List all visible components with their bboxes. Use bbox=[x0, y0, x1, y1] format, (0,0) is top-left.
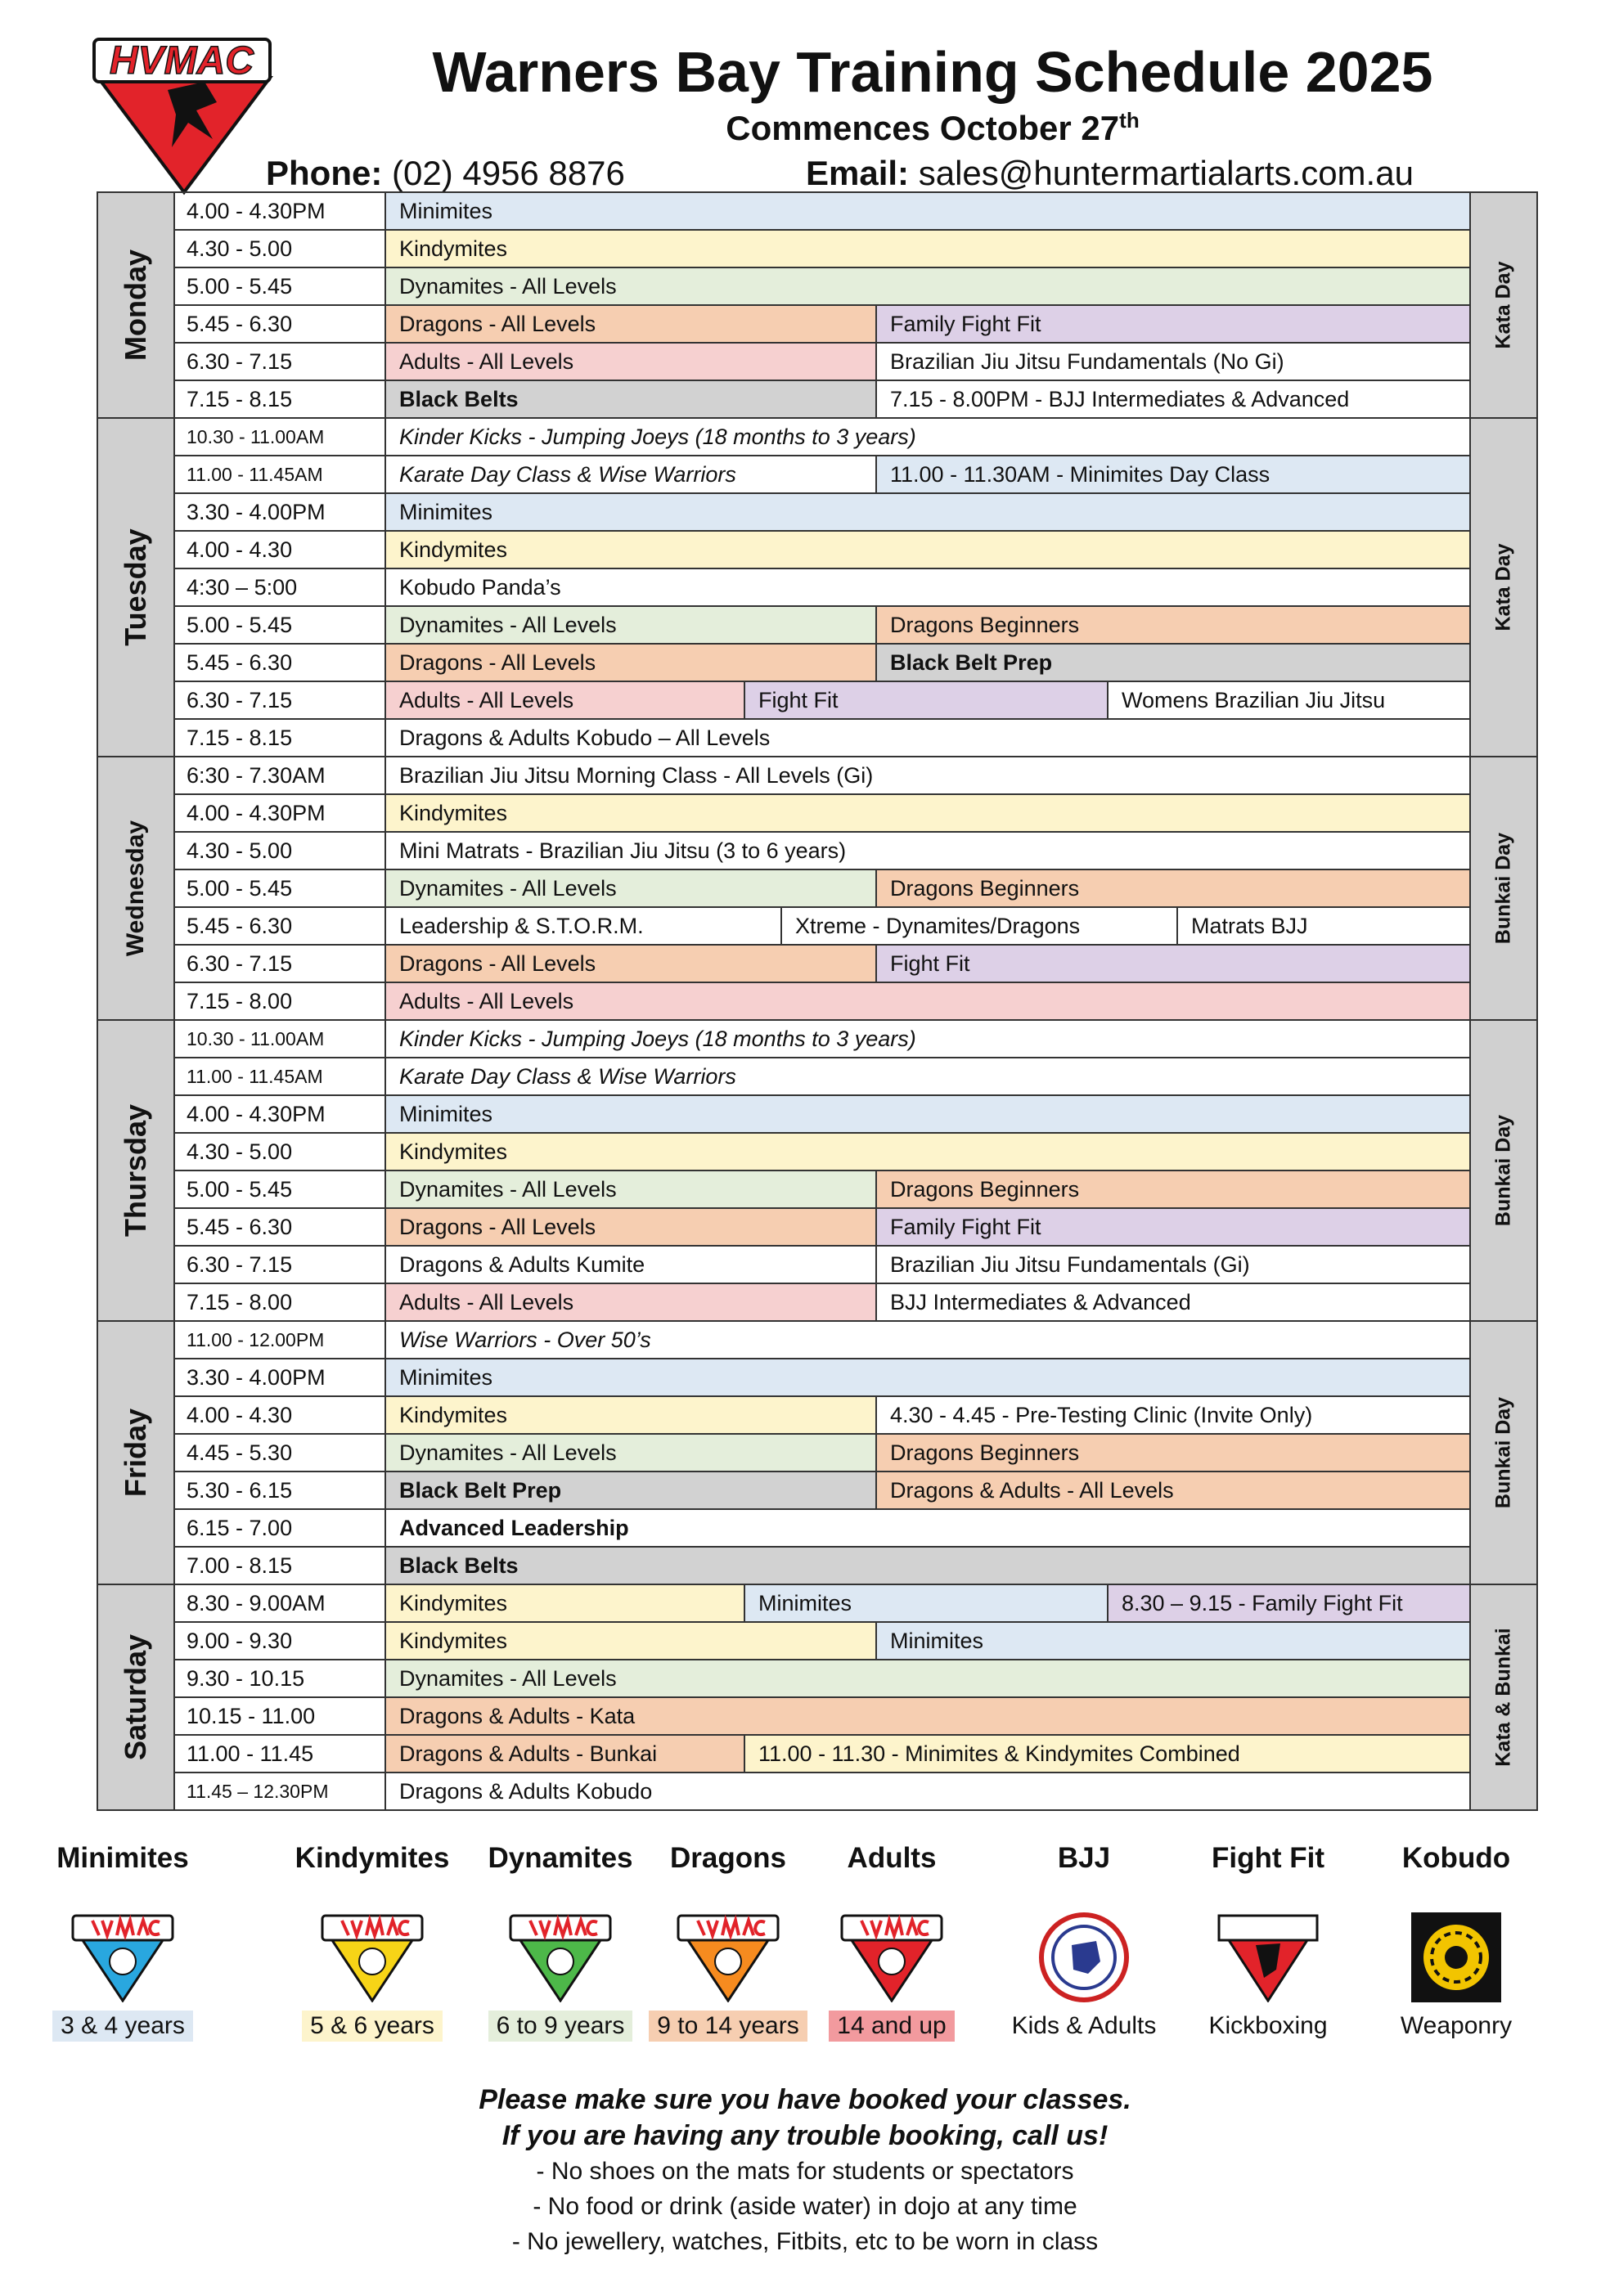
class-cell: Kindymites bbox=[386, 1623, 877, 1659]
day-block-wednesday bbox=[97, 756, 1538, 1021]
table-row bbox=[175, 1359, 1469, 1397]
legend-age: 9 to 14 years bbox=[649, 2011, 807, 2042]
table-row bbox=[175, 1698, 1469, 1736]
legend-age: Kickboxing bbox=[1200, 2011, 1335, 2042]
class-cell: Leadership & S.T.O.R.M. bbox=[386, 908, 782, 944]
rule-food: - No food or drink (aside water) in dojo at any time bbox=[533, 2193, 1077, 2220]
table-row bbox=[175, 1021, 1469, 1058]
rule-jewellery: - No jewellery, watches, Fitbits, etc to be worn in class bbox=[511, 2228, 1099, 2255]
class-cell: Wise Warriors - Over 50’s bbox=[386, 1322, 1469, 1358]
class-cell: Minimites bbox=[386, 1096, 1469, 1132]
legend-age: 6 to 9 years bbox=[488, 2011, 633, 2042]
legend-item-fight-fit bbox=[1178, 1842, 1358, 2042]
class-time: 5.00 - 5.45 bbox=[175, 870, 386, 906]
class-cell: Kinder Kicks - Jumping Joeys (18 months to 3 years) bbox=[386, 419, 1469, 455]
class-time: 4.00 - 4.30PM bbox=[175, 193, 386, 229]
commence-date: Commences October 27th bbox=[726, 108, 1140, 147]
class-cell: Dynamites - All Levels bbox=[386, 607, 877, 643]
class-cell: 11.00 - 11.30 - Minimites & Kindymites Combined bbox=[745, 1736, 1469, 1772]
class-time: 11.00 - 11.45AM bbox=[175, 1058, 386, 1094]
table-row bbox=[175, 1623, 1469, 1660]
table-row bbox=[175, 908, 1469, 946]
table-row bbox=[175, 1510, 1469, 1548]
class-cell: Dragons & Adults Kobudo – All Levels bbox=[386, 720, 1469, 756]
class-time: 7.15 - 8.00 bbox=[175, 1284, 386, 1320]
legend-item-adults bbox=[802, 1842, 982, 2042]
fightfit-logo-icon bbox=[1207, 1912, 1329, 2002]
day-focus-label bbox=[1469, 419, 1536, 756]
day-focus: Bunkai Day bbox=[1491, 1396, 1515, 1509]
class-time: 8.30 - 9.00AM bbox=[175, 1585, 386, 1621]
class-cell: Adults - All Levels bbox=[386, 682, 745, 718]
class-cell: Kindymites bbox=[386, 795, 1469, 831]
class-time: 11.00 - 11.45AM bbox=[175, 456, 386, 492]
class-time: 7.15 - 8.15 bbox=[175, 720, 386, 756]
table-row bbox=[175, 1247, 1469, 1284]
table-row bbox=[175, 720, 1469, 756]
table-row bbox=[175, 1397, 1469, 1435]
table-row bbox=[175, 1548, 1469, 1584]
table-row bbox=[175, 1322, 1469, 1359]
booking-help: If you are having any trouble booking, call us! bbox=[501, 2120, 1109, 2151]
class-time: 4:30 – 5:00 bbox=[175, 569, 386, 605]
class-time: 4.00 - 4.30PM bbox=[175, 795, 386, 831]
table-row bbox=[175, 1171, 1469, 1209]
table-row bbox=[175, 344, 1469, 381]
class-cell: Dragons & Adults - Kata bbox=[386, 1698, 1469, 1734]
day-name: Saturday bbox=[119, 1633, 152, 1761]
class-time: 5.45 - 6.30 bbox=[175, 1209, 386, 1245]
class-cell: Dynamites - All Levels bbox=[386, 1660, 1469, 1696]
table-row bbox=[175, 1585, 1469, 1623]
table-row bbox=[175, 456, 1469, 494]
legend-age: 14 and up bbox=[829, 2011, 954, 2042]
table-row bbox=[175, 833, 1469, 870]
day-name: Friday bbox=[119, 1408, 152, 1498]
class-cell: Minimites bbox=[877, 1623, 1469, 1659]
bjj-logo-icon bbox=[1023, 1912, 1145, 2002]
class-time: 4.00 - 4.30 bbox=[175, 532, 386, 568]
dragon-logo-icon bbox=[667, 1912, 789, 2002]
class-time: 9.30 - 10.15 bbox=[175, 1660, 386, 1696]
day-name: Tuesday bbox=[119, 528, 152, 646]
table-row bbox=[175, 757, 1469, 795]
table-row bbox=[175, 306, 1469, 344]
table-row bbox=[175, 1096, 1469, 1134]
class-cell: Black Belts bbox=[386, 381, 877, 417]
class-time: 10.30 - 11.00AM bbox=[175, 1021, 386, 1057]
class-cell: Advanced Leadership bbox=[386, 1510, 1469, 1546]
day-focus-label bbox=[1469, 757, 1536, 1019]
day-name: Thursday bbox=[119, 1103, 152, 1238]
dynamite-logo-icon bbox=[499, 1912, 622, 2002]
class-time: 11.00 - 12.00PM bbox=[175, 1322, 386, 1358]
class-time: 4.45 - 5.30 bbox=[175, 1435, 386, 1471]
schedule-table bbox=[97, 193, 1538, 1811]
class-cell: Kobudo Panda’s bbox=[386, 569, 1469, 605]
day-focus: Bunkai Day bbox=[1491, 832, 1515, 945]
legend-age: Kids & Adults bbox=[1004, 2011, 1165, 2042]
table-row bbox=[175, 1736, 1469, 1773]
panda-logo-icon bbox=[61, 1912, 184, 2002]
class-cell: 8.30 – 9.15 - Family Fight Fit bbox=[1109, 1585, 1469, 1621]
table-row bbox=[175, 1773, 1469, 1809]
class-time: 5.45 - 6.30 bbox=[175, 908, 386, 944]
page-title: Warners Bay Training Schedule 2025 bbox=[432, 40, 1433, 104]
table-row bbox=[175, 1284, 1469, 1320]
class-cell: Mini Matrats - Brazilian Jiu Jitsu (3 to 6 years) bbox=[386, 833, 1469, 869]
class-cell: Dynamites - All Levels bbox=[386, 1171, 877, 1207]
class-cell: Adults - All Levels bbox=[386, 344, 877, 380]
class-time: 6.30 - 7.15 bbox=[175, 344, 386, 380]
booking-reminder: Please make sure you have booked your classes. bbox=[479, 2084, 1131, 2115]
table-row bbox=[175, 231, 1469, 268]
table-row bbox=[175, 1058, 1469, 1096]
class-cell: Minimites bbox=[745, 1585, 1109, 1621]
class-cell: 7.15 - 8.00PM - BJJ Intermediates & Advanced bbox=[877, 381, 1469, 417]
class-cell: Black Belts bbox=[386, 1548, 1469, 1584]
class-cell: Dragons Beginners bbox=[877, 870, 1469, 906]
day-label bbox=[98, 1585, 175, 1809]
day-block-friday bbox=[97, 1320, 1538, 1585]
legend-item-dynamites bbox=[470, 1842, 650, 2042]
class-cell: Minimites bbox=[386, 193, 1469, 229]
legend-name: Fight Fit bbox=[1211, 1842, 1324, 1874]
day-name: Monday bbox=[119, 249, 152, 362]
class-cell: Dragons - All Levels bbox=[386, 645, 877, 681]
class-time: 11.45 – 12.30PM bbox=[175, 1773, 386, 1809]
day-focus-label bbox=[1469, 193, 1536, 417]
class-cell: Dragons & Adults - All Levels bbox=[877, 1472, 1469, 1508]
day-name: Wednesday bbox=[122, 820, 149, 957]
class-time: 7.15 - 8.00 bbox=[175, 983, 386, 1019]
legend-name: Kindymites bbox=[295, 1842, 450, 1874]
day-label bbox=[98, 1021, 175, 1320]
table-row bbox=[175, 1660, 1469, 1698]
class-time: 5.45 - 6.30 bbox=[175, 645, 386, 681]
class-cell: Black Belt Prep bbox=[386, 1472, 877, 1508]
legend-item-dragons bbox=[638, 1842, 818, 2042]
day-block-saturday bbox=[97, 1584, 1538, 1811]
table-row bbox=[175, 381, 1469, 417]
table-row bbox=[175, 1134, 1469, 1171]
day-label bbox=[98, 1322, 175, 1584]
logo-text: HVMAC bbox=[110, 39, 254, 83]
class-time: 10.15 - 11.00 bbox=[175, 1698, 386, 1734]
legend-item-kindymites bbox=[282, 1842, 462, 2042]
day-block-thursday bbox=[97, 1019, 1538, 1322]
class-cell: Black Belt Prep bbox=[877, 645, 1469, 681]
email-line: Email: sales@huntermartialarts.com.au bbox=[806, 154, 1414, 192]
class-cell: Karate Day Class & Wise Warriors bbox=[386, 1058, 1469, 1094]
legend-item-minimites bbox=[33, 1842, 213, 2042]
class-cell: BJJ Intermediates & Advanced bbox=[877, 1284, 1469, 1320]
class-time: 9.00 - 9.30 bbox=[175, 1623, 386, 1659]
class-time: 7.15 - 8.15 bbox=[175, 381, 386, 417]
class-cell: Dynamites - All Levels bbox=[386, 870, 877, 906]
hvmac-logo bbox=[90, 33, 278, 196]
table-row bbox=[175, 870, 1469, 908]
class-cell: Dragons Beginners bbox=[877, 607, 1469, 643]
class-time: 6.15 - 7.00 bbox=[175, 1510, 386, 1546]
class-cell: Womens Brazilian Jiu Jitsu bbox=[1109, 682, 1469, 718]
day-focus: Bunkai Day bbox=[1491, 1114, 1515, 1227]
day-label bbox=[98, 757, 175, 1019]
class-cell: Kindymites bbox=[386, 1585, 745, 1621]
class-cell: 4.30 - 4.45 - Pre-Testing Clinic (Invite Only) bbox=[877, 1397, 1469, 1433]
table-row bbox=[175, 983, 1469, 1019]
legend-name: Adults bbox=[847, 1842, 937, 1874]
class-time: 4.00 - 4.30PM bbox=[175, 1096, 386, 1132]
table-row bbox=[175, 494, 1469, 532]
table-row bbox=[175, 946, 1469, 983]
legend-name: Dragons bbox=[670, 1842, 786, 1874]
class-time: 11.00 - 11.45 bbox=[175, 1736, 386, 1772]
class-cell: Karate Day Class & Wise Warriors bbox=[386, 456, 877, 492]
class-time: 4.30 - 5.00 bbox=[175, 231, 386, 267]
day-focus: Kata Day bbox=[1491, 261, 1515, 349]
table-row bbox=[175, 1472, 1469, 1510]
class-time: 4.30 - 5.00 bbox=[175, 833, 386, 869]
legend-item-bjj bbox=[994, 1842, 1174, 2042]
legend-name: BJJ bbox=[1057, 1842, 1111, 1874]
table-row bbox=[175, 607, 1469, 645]
day-focus: Kata & Bunkai bbox=[1491, 1628, 1515, 1767]
class-cell: Kinder Kicks - Jumping Joeys (18 months to 3 years) bbox=[386, 1021, 1469, 1057]
class-cell: Fight Fit bbox=[877, 946, 1469, 982]
class-cell: Brazilian Jiu Jitsu Fundamentals (Gi) bbox=[877, 1247, 1469, 1283]
class-cell: Dragons Beginners bbox=[877, 1435, 1469, 1471]
legend-age: Weaponry bbox=[1392, 2011, 1520, 2042]
class-cell: Dragons & Adults Kobudo bbox=[386, 1773, 1469, 1809]
kobudo-logo-icon bbox=[1395, 1912, 1518, 2002]
day-focus-label bbox=[1469, 1585, 1536, 1809]
table-row bbox=[175, 795, 1469, 833]
class-cell: Adults - All Levels bbox=[386, 1284, 877, 1320]
class-cell: Dragons - All Levels bbox=[386, 1209, 877, 1245]
class-time: 6.30 - 7.15 bbox=[175, 1247, 386, 1283]
class-cell: Brazilian Jiu Jitsu Fundamentals (No Gi) bbox=[877, 344, 1469, 380]
class-cell: Fight Fit bbox=[745, 682, 1109, 718]
table-row bbox=[175, 1435, 1469, 1472]
class-cell: Dynamites - All Levels bbox=[386, 268, 1469, 304]
class-time: 10.30 - 11.00AM bbox=[175, 419, 386, 455]
day-block-tuesday bbox=[97, 417, 1538, 757]
class-cell: Minimites bbox=[386, 494, 1469, 530]
table-row bbox=[175, 532, 1469, 569]
adult-logo-icon bbox=[830, 1912, 953, 2002]
day-label bbox=[98, 419, 175, 756]
class-time: 4.00 - 4.30 bbox=[175, 1397, 386, 1433]
class-cell: Kindymites bbox=[386, 1397, 877, 1433]
class-cell: Dragons - All Levels bbox=[386, 946, 877, 982]
class-cell: Kindymites bbox=[386, 532, 1469, 568]
day-focus-label bbox=[1469, 1322, 1536, 1584]
table-row bbox=[175, 645, 1469, 682]
day-block-monday bbox=[97, 191, 1538, 419]
class-cell: Dragons Beginners bbox=[877, 1171, 1469, 1207]
legend-name: Minimites bbox=[56, 1842, 189, 1874]
day-label bbox=[98, 193, 175, 417]
class-time: 5.30 - 6.15 bbox=[175, 1472, 386, 1508]
class-cell: Family Fight Fit bbox=[877, 306, 1469, 342]
class-cell: Kindymites bbox=[386, 1134, 1469, 1170]
class-cell: Kindymites bbox=[386, 231, 1469, 267]
table-row bbox=[175, 682, 1469, 720]
class-time: 3.30 - 4.00PM bbox=[175, 494, 386, 530]
class-cell: Matrats BJJ bbox=[1178, 908, 1469, 944]
legend-age: 5 & 6 years bbox=[302, 2011, 443, 2042]
tiger-logo-icon bbox=[311, 1912, 434, 2002]
phone-line: Phone: (02) 4956 8876 bbox=[266, 154, 625, 192]
class-time: 7.00 - 8.15 bbox=[175, 1548, 386, 1584]
class-time: 5.00 - 5.45 bbox=[175, 607, 386, 643]
class-time: 4.30 - 5.00 bbox=[175, 1134, 386, 1170]
day-focus-label bbox=[1469, 1021, 1536, 1320]
class-cell: Dragons & Adults - Bunkai bbox=[386, 1736, 745, 1772]
table-row bbox=[175, 419, 1469, 456]
footer-notes bbox=[0, 2082, 1610, 2259]
class-cell: Family Fight Fit bbox=[877, 1209, 1469, 1245]
table-row bbox=[175, 268, 1469, 306]
class-time: 6.30 - 7.15 bbox=[175, 682, 386, 718]
table-row bbox=[175, 193, 1469, 231]
legend-name: Dynamites bbox=[488, 1842, 633, 1874]
table-row bbox=[175, 1209, 1469, 1247]
class-time: 5.45 - 6.30 bbox=[175, 306, 386, 342]
class-time: 6.30 - 7.15 bbox=[175, 946, 386, 982]
class-cell: Dragons - All Levels bbox=[386, 306, 877, 342]
legend-name: Kobudo bbox=[1401, 1842, 1511, 1874]
rule-shoes: - No shoes on the mats for students or spectators bbox=[536, 2158, 1074, 2185]
table-row bbox=[175, 569, 1469, 607]
class-time: 5.00 - 5.45 bbox=[175, 1171, 386, 1207]
class-cell: Dynamites - All Levels bbox=[386, 1435, 877, 1471]
class-time: 3.30 - 4.00PM bbox=[175, 1359, 386, 1395]
class-cell: Xtreme - Dynamites/Dragons bbox=[782, 908, 1178, 944]
class-time: 6:30 - 7.30AM bbox=[175, 757, 386, 793]
class-time: 5.00 - 5.45 bbox=[175, 268, 386, 304]
class-cell: 11.00 - 11.30AM - Minimites Day Class bbox=[877, 456, 1469, 492]
legend-item-kobudo bbox=[1366, 1842, 1546, 2042]
legend-age: 3 & 4 years bbox=[52, 2011, 193, 2042]
class-cell: Brazilian Jiu Jitsu Morning Class - All Levels (Gi) bbox=[386, 757, 1469, 793]
class-cell: Dragons & Adults Kumite bbox=[386, 1247, 877, 1283]
class-cell: Minimites bbox=[386, 1359, 1469, 1395]
day-focus: Kata Day bbox=[1491, 543, 1515, 631]
class-cell: Adults - All Levels bbox=[386, 983, 1469, 1019]
